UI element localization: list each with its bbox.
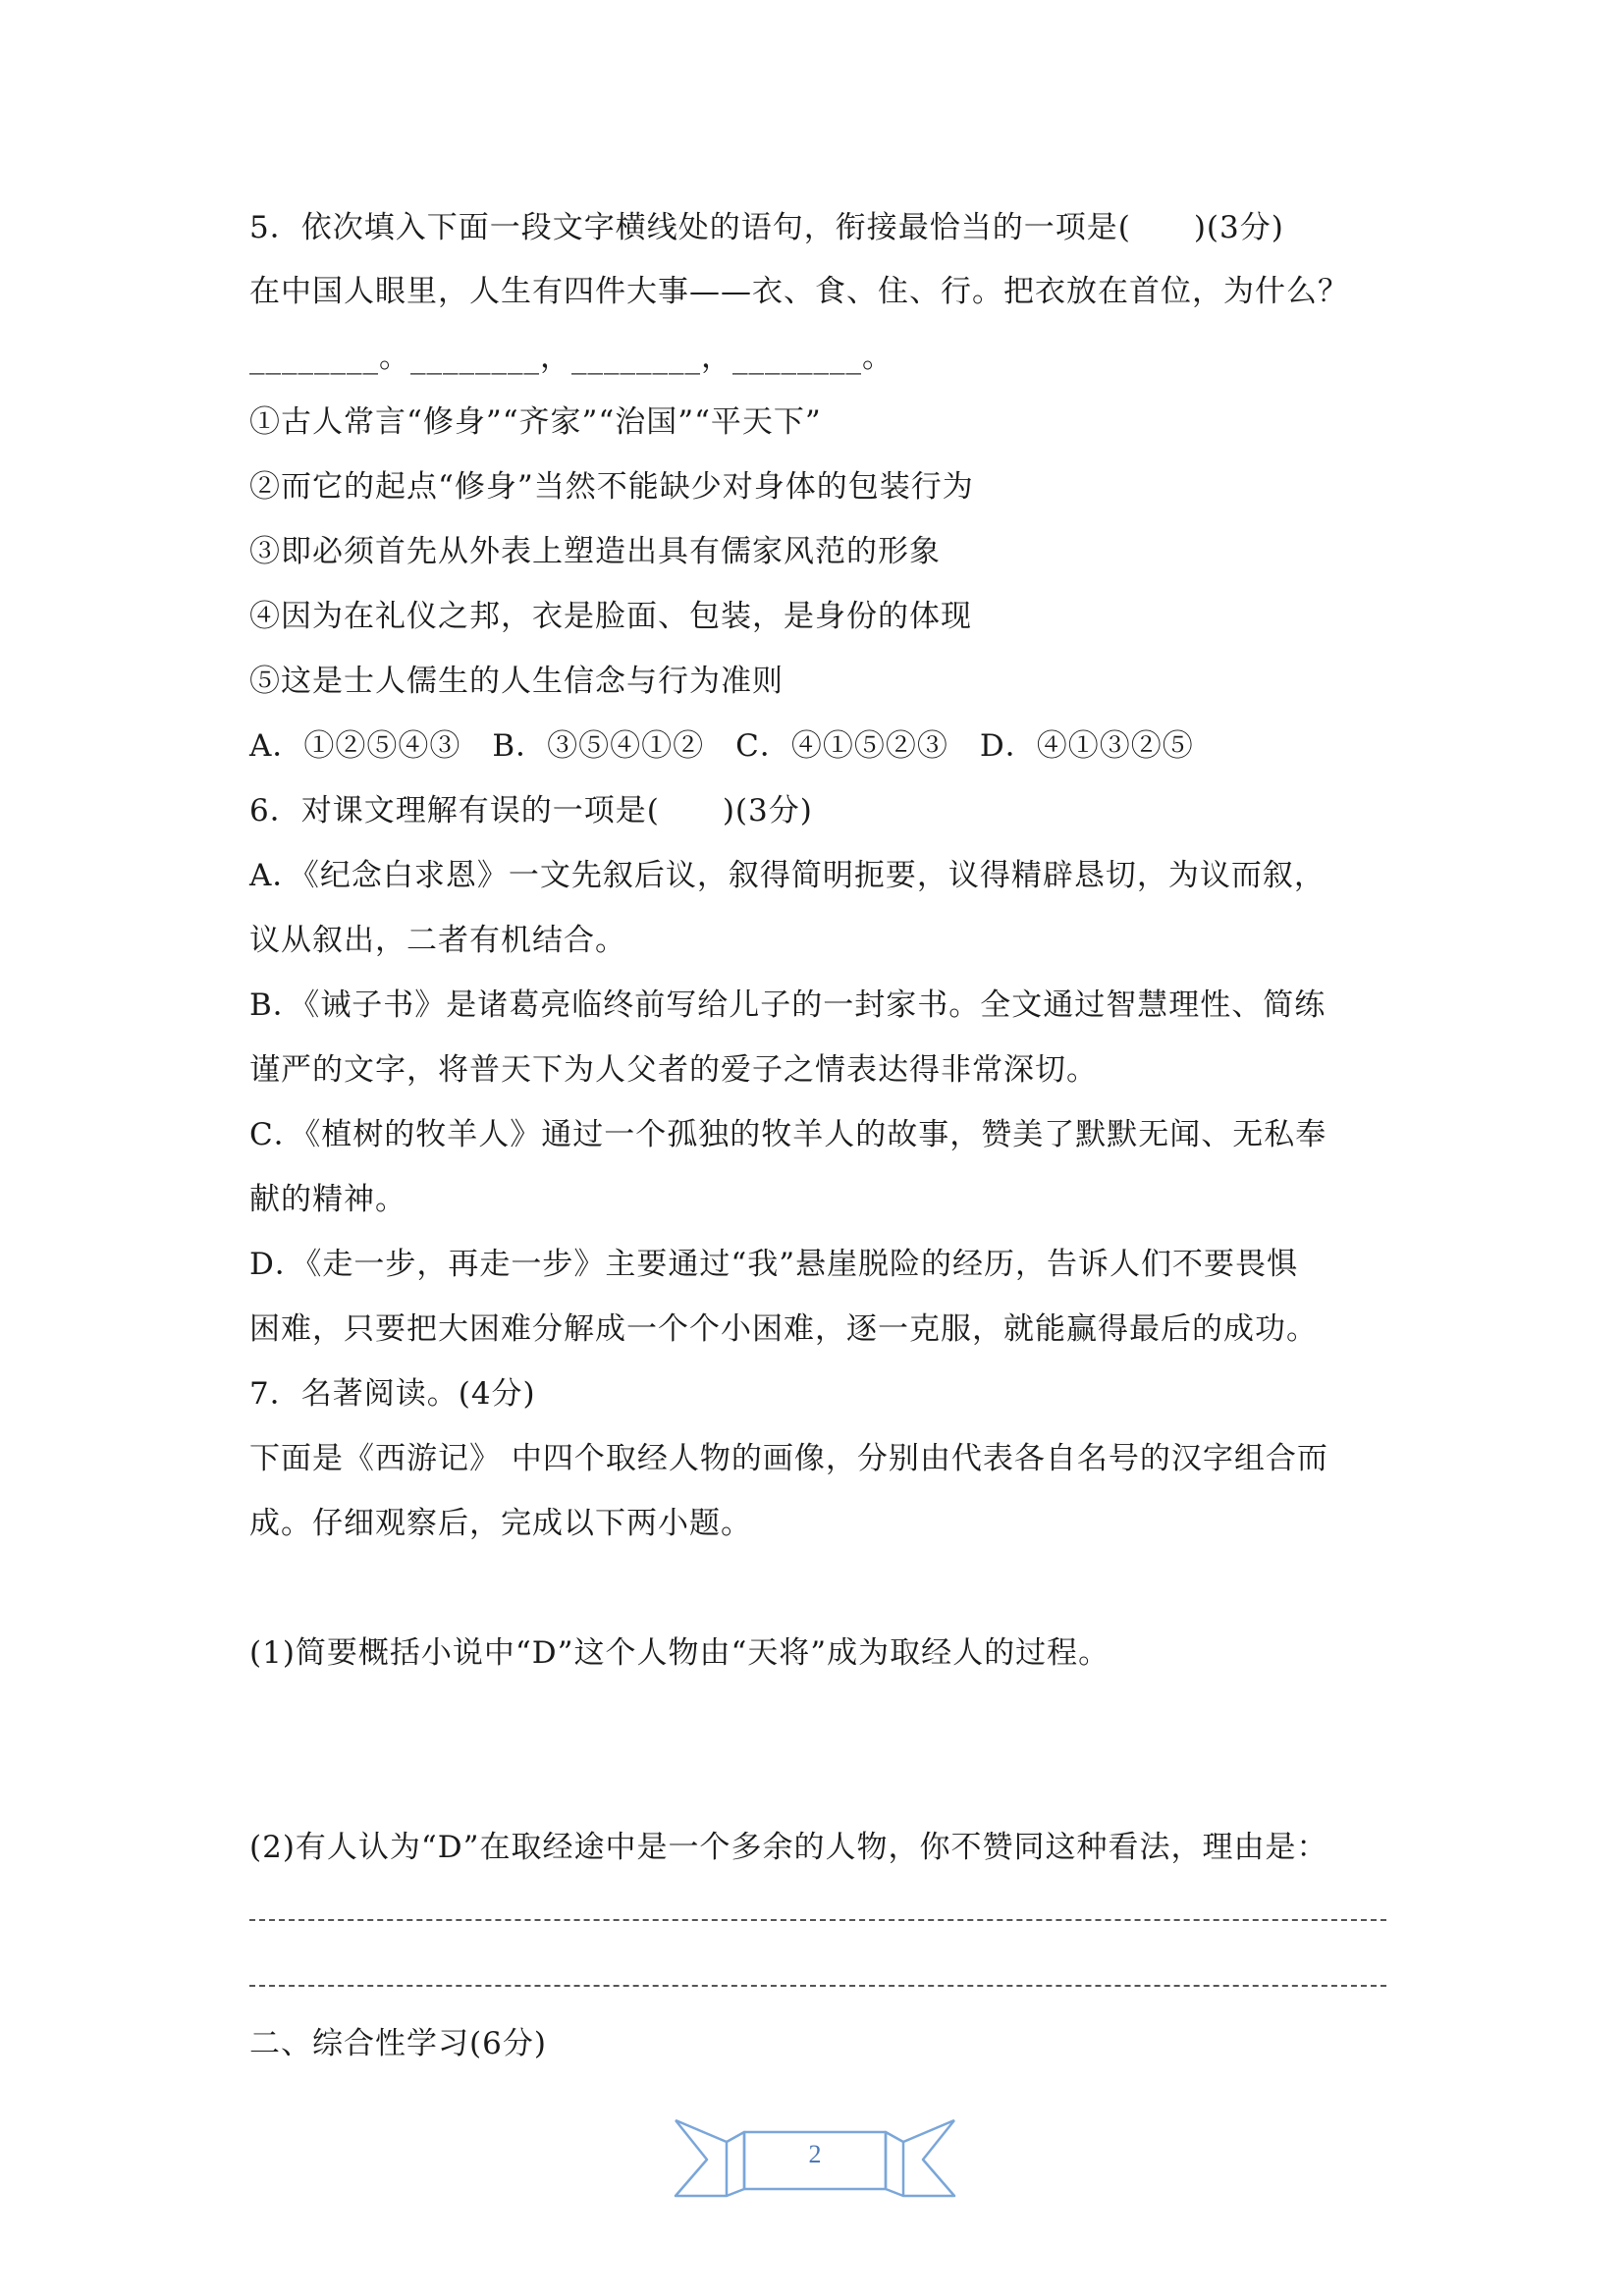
q5-stem: 在中国人眼里，人生有四件大事——衣、食、住、行。把衣放在首位，为什么？ bbox=[249, 274, 1349, 309]
q5-options: A．①②⑤④③ B．③⑤④①② C．④①⑤②③ D．④①③②⑤ bbox=[249, 728, 1194, 764]
q5-item-4: ④因为在礼仪之邦，衣是脸面、包装，是身份的体现 bbox=[249, 599, 972, 634]
q5-item-3: ③即必须首先从外表上塑造出具有儒家风范的形象 bbox=[249, 534, 941, 569]
q6-line-8: 困难，只要把大困难分解成一个个小困难，逐一克服，就能赢得最后的成功。 bbox=[249, 1311, 1318, 1347]
q7-intro-1: 下面是《西游记》 中四个取经人物的画像，分别由代表各自名号的汉字组合而 bbox=[249, 1441, 1328, 1476]
q6-line-4: 谨严的文字，将普天下为人父者的爱子之情表达得非常深切。 bbox=[249, 1052, 1098, 1088]
q6-line-5: C．《植树的牧羊人》通过一个孤独的牧羊人的故事，赞美了默默无闻、无私奉 bbox=[249, 1117, 1327, 1152]
q5-item-2: ②而它的起点“修身”当然不能缺少对身体的包装行为 bbox=[249, 469, 974, 505]
q5-title: 5．依次填入下面一段文字横线处的语句，衔接最恰当的一项是( )(3分) bbox=[249, 210, 1284, 245]
q6-line-6: 献的精神。 bbox=[249, 1182, 406, 1217]
q5-item-5: ⑤这是士人儒生的人生信念与行为准则 bbox=[249, 664, 784, 699]
q5-item-1: ①古人常言“修身”“齐家”“治国”“平天下” bbox=[249, 404, 822, 440]
q6-title: 6．对课文理解有误的一项是( )(3分) bbox=[249, 793, 813, 828]
q6-line-1: A．《纪念白求恩》一文先叙后议，叙得简明扼要，议得精辟恳切，为议而叙， bbox=[249, 858, 1326, 893]
answer-line-2[interactable] bbox=[249, 1985, 1386, 1987]
q5-blanks: ________。________，________，________。 bbox=[249, 340, 893, 375]
q7-intro-2: 成。仔细观察后，完成以下两小题。 bbox=[249, 1506, 752, 1541]
q6-line-3: B．《诫子书》是诸葛亮临终前写给儿子的一封家书。全文通过智慧理性、简练 bbox=[249, 988, 1326, 1023]
section2-title: 二、综合性学习(6分) bbox=[249, 2026, 547, 2061]
page-number: 2 bbox=[808, 2140, 822, 2168]
q6-line-7: D．《走一步，再走一步》主要通过“我”悬崖脱险的经历，告诉人们不要畏惧 bbox=[249, 1247, 1299, 1282]
q7-sub2: (2)有人认为“D”在取经途中是一个多余的人物，你不赞同这种看法，理由是： bbox=[249, 1830, 1328, 1865]
q6-line-2: 议从叙出，二者有机结合。 bbox=[249, 923, 626, 958]
page-footer bbox=[668, 2103, 962, 2211]
q7-title: 7．名著阅读。(4分) bbox=[249, 1376, 536, 1412]
q7-sub1: (1)简要概括小说中“D”这个人物由“天将”成为取经人的过程。 bbox=[249, 1635, 1110, 1671]
answer-line-1[interactable] bbox=[249, 1919, 1386, 1921]
